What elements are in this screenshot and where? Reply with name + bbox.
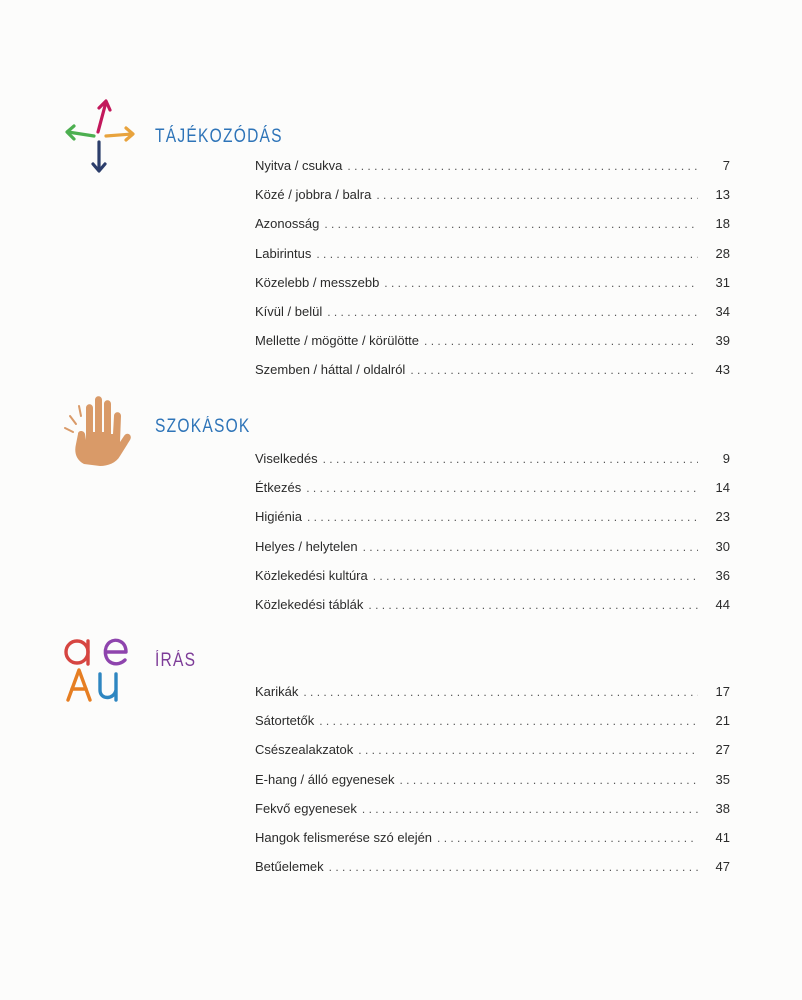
dot-leader	[329, 860, 698, 874]
four-directional-arrows-icon	[60, 96, 140, 178]
toc-entry-label: Csészealakzatok	[255, 742, 354, 758]
toc-entry-label: Mellette / mögötte / körülötte	[255, 333, 420, 349]
toc-entry[interactable]	[255, 216, 730, 245]
toc-entry-label: Szemben / háttal / oldalról	[255, 362, 406, 378]
dot-leader	[384, 276, 698, 290]
toc-list-habits	[255, 451, 730, 626]
toc-entry-page: 7	[722, 158, 730, 173]
toc-entry[interactable]	[255, 742, 730, 771]
toc-entry-page: 44	[715, 596, 730, 612]
toc-entry-label: Kívül / belül	[255, 303, 323, 319]
toc-entry-label: Viselkedés	[255, 451, 318, 466]
toc-entry[interactable]	[255, 509, 730, 538]
toc-entry-label: Étkezés	[255, 480, 302, 496]
toc-entry-page: 41	[715, 829, 730, 845]
toc-entry-page: 18	[715, 216, 730, 232]
toc-entry[interactable]	[255, 713, 730, 742]
dot-leader	[376, 188, 698, 202]
section-title-orientation: TÁJÉKOZÓDÁS	[155, 126, 283, 147]
toc-entry-page: 43	[715, 362, 730, 378]
toc-entry-page: 34	[715, 303, 730, 319]
toc-entry-label: Fekvő egyenesek	[255, 800, 357, 816]
toc-entry[interactable]	[255, 801, 730, 830]
dot-leader	[323, 452, 698, 466]
toc-entry-label: Azonosság	[255, 216, 320, 232]
hand-icon	[62, 394, 132, 468]
toc-entry-page: 31	[715, 274, 730, 290]
toc-list-orientation	[255, 158, 730, 392]
toc-entry[interactable]	[255, 158, 730, 187]
toc-entry[interactable]	[255, 333, 730, 362]
toc-entry-label: Közelebb / messzebb	[255, 274, 380, 290]
toc-entry-label: Karikák	[255, 684, 299, 699]
toc-entry[interactable]	[255, 830, 730, 859]
toc-entry-page: 36	[715, 567, 730, 583]
dot-leader	[410, 363, 698, 377]
toc-entry[interactable]	[255, 772, 730, 801]
toc-entry[interactable]	[255, 275, 730, 304]
toc-entry[interactable]	[255, 597, 730, 626]
toc-entry-page: 28	[715, 245, 730, 261]
dot-leader	[319, 714, 698, 728]
toc-entry-label: Sátortetők	[255, 713, 315, 729]
dot-leader	[324, 217, 698, 231]
toc-entry[interactable]	[255, 246, 730, 275]
toc-entry-label: Higiénia	[255, 509, 302, 525]
letters-icon	[60, 632, 140, 706]
dot-leader	[373, 569, 698, 583]
toc-entry-page: 13	[715, 187, 730, 203]
toc-entry[interactable]	[255, 451, 730, 480]
toc-entry-label: Helyes / helytelen	[255, 538, 358, 554]
toc-entry-page: 9	[722, 451, 730, 466]
dot-leader	[358, 743, 698, 757]
toc-entry-label: Hangok felismerése szó elején	[255, 829, 433, 845]
dot-leader	[437, 831, 698, 845]
toc-entry[interactable]	[255, 684, 730, 713]
dot-leader	[307, 510, 698, 524]
toc-entry[interactable]	[255, 362, 730, 391]
dot-leader	[347, 159, 698, 173]
dot-leader	[363, 540, 698, 554]
dot-leader	[362, 802, 698, 816]
toc-entry-label: Közé / jobbra / balra	[255, 187, 372, 203]
toc-entry-page: 35	[715, 771, 730, 787]
toc-entry-page: 27	[715, 742, 730, 758]
dot-leader	[303, 685, 698, 699]
dot-leader	[316, 247, 698, 261]
section-title-habits: SZOKÁSOK	[155, 416, 251, 437]
toc-entry-label: Közlekedési táblák	[255, 596, 364, 612]
dot-leader	[327, 305, 698, 319]
toc-entry-label: Labirintus	[255, 245, 312, 261]
toc-entry-label: E-hang / álló egyenesek	[255, 771, 395, 787]
toc-entry[interactable]	[255, 480, 730, 509]
toc-entry-page: 47	[715, 859, 730, 875]
toc-entry[interactable]	[255, 539, 730, 568]
toc-entry-page: 14	[715, 480, 730, 496]
section-title-writing: ÍRÁS	[155, 650, 197, 671]
dot-leader	[368, 598, 698, 612]
toc-entry-page: 38	[715, 800, 730, 816]
toc-list-writing	[255, 684, 730, 888]
dot-leader	[424, 334, 698, 348]
dot-leader	[306, 481, 698, 495]
toc-entry[interactable]	[255, 304, 730, 333]
toc-entry-page: 21	[715, 713, 730, 729]
toc-entry-label: Közlekedési kultúra	[255, 567, 368, 583]
toc-entry-page: 17	[715, 684, 730, 699]
toc-entry[interactable]	[255, 568, 730, 597]
toc-entry-page: 23	[715, 509, 730, 525]
toc-entry-label: Nyitva / csukva	[255, 158, 343, 173]
toc-entry-page: 30	[715, 538, 730, 554]
toc-entry-page: 39	[715, 333, 730, 349]
toc-entry[interactable]	[255, 859, 730, 888]
toc-entry[interactable]	[255, 187, 730, 216]
dot-leader	[399, 773, 698, 787]
toc-entry-label: Betűelemek	[255, 859, 324, 875]
